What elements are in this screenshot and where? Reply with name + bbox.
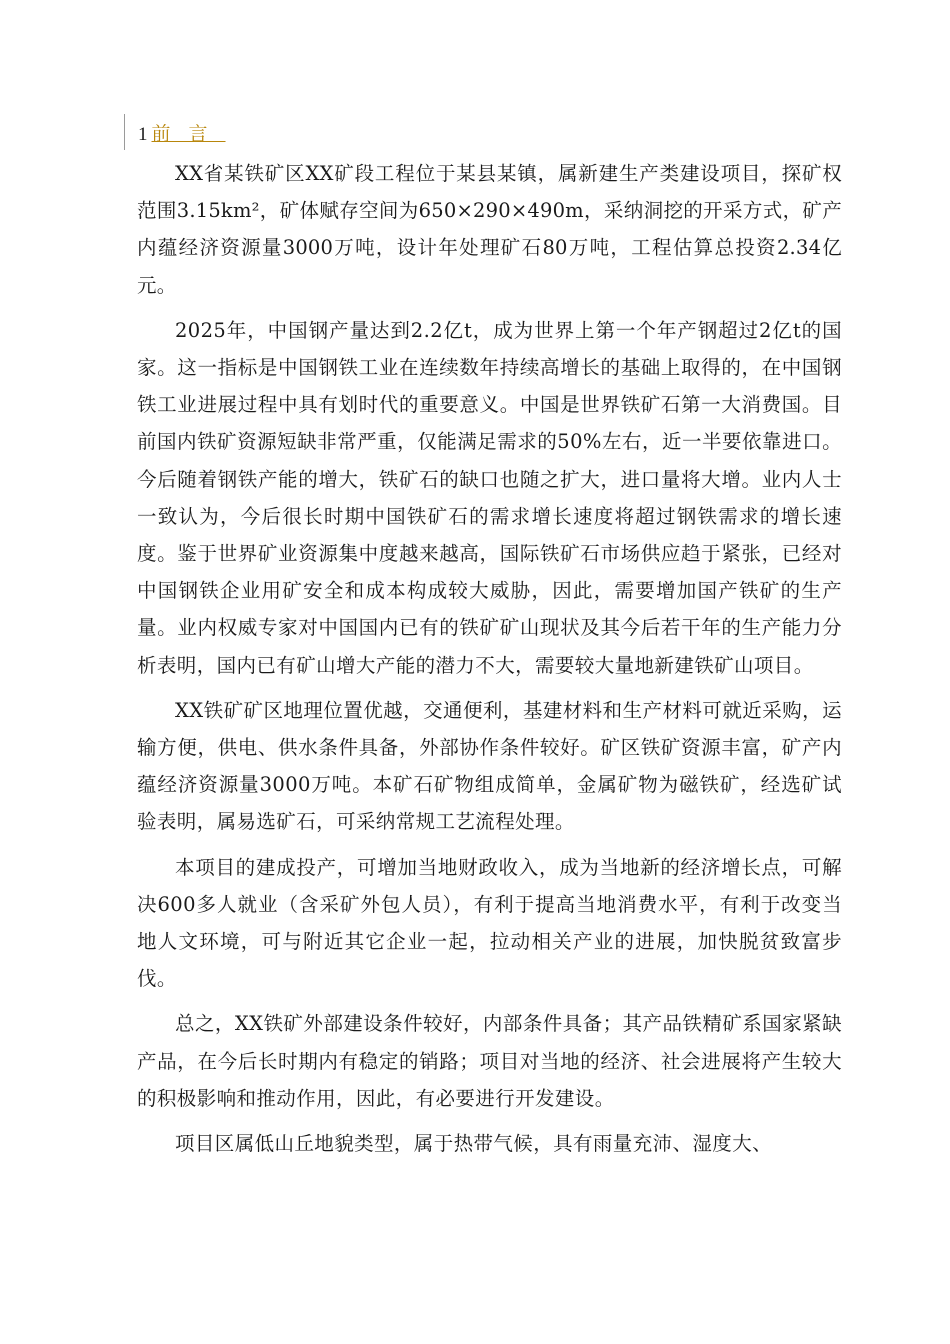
- paragraph-climate: 项目区属低山丘地貌类型，属于热带气候，具有雨量充沛、湿度大、: [175, 1132, 773, 1156]
- document-body: [137, 155, 842, 1162]
- paragraph-steel-background: 2025年，中国钢产量达到2.2亿t，成为世界上第一个年产钢超过2亿t的国家。这一指标是中国钢铁工业在连续数年持续高增长的基础上取得的，在中国钢铁工业进展过程中具有划时代的重要意义。中国是世界铁矿石第一大消费国。目前国内铁矿资源短缺非常严重，仅能满足需求的50%左右，近一半要依靠进口。今后随着钢铁产能的增大，铁矿石的缺口也随之扩大，进口量将大增。业内人士一致认为，今后很长时期中国铁矿石的需求增长速度将超过钢铁需求的增长速度。鉴于世界矿业资源集中度越来越高，国际铁矿石市场供应趋于紧张，已经对中国钢铁企业用矿安全和成本构成较大威胁，因此，需要增加国产铁矿的生产量。业内权威专家对中国国内已有的铁矿矿山现状及其今后若干年的生产能力分析表明，国内已有矿山增大产能的潜力不大，需要较大量地新建铁矿山项目。: [137, 318, 842, 677]
- margin-marker: [124, 114, 125, 150]
- paragraph-benefits: 本项目的建成投产，可增加当地财政收入，成为当地新的经济增长点，可解决600多人就业（含采矿外包人员），有利于提高当地消费水平，有利于改变当地人文环境，可与附近其它企业一起，拉动相关产业的进展，加快脱贫致富步伐。: [137, 855, 842, 991]
- paragraph-project-overview: XX省某铁矿区XX矿段工程位于某县某镇，属新建生产类建设项目，探矿权范围3.15km²，矿体赋存空间为650×290×490m，采纳洞挖的开采方式，矿产内蕴经济资源量3000万吨，设计年处理矿石80万吨，工程估算总投资2.34亿元。: [137, 162, 842, 297]
- paragraph-site-conditions: XX铁矿矿区地理位置优越，交通便利，基建材料和生产材料可就近采购，运输方便，供电、供水条件具备，外部协作条件较好。矿区铁矿资源丰富，矿产内蕴经济资源量3000万吨。本矿石矿物组成简单，金属矿物为磁铁矿，经选矿试验表明，属易选矿石，可采纳常规工艺流程处理。: [137, 698, 842, 834]
- section-title: 前言: [151, 124, 226, 145]
- paragraph-conclusion: 总之，XX铁矿外部建设条件较好，内部条件具备；其产品铁精矿系国家紧缺产品，在今后长时期内有稳定的销路；项目对当地的经济、社会进展将产生较大的积极影响和推动作用，因此，有必要进行开发建设。: [137, 1012, 842, 1110]
- section-number: 1: [138, 124, 148, 145]
- section-heading: [138, 120, 226, 150]
